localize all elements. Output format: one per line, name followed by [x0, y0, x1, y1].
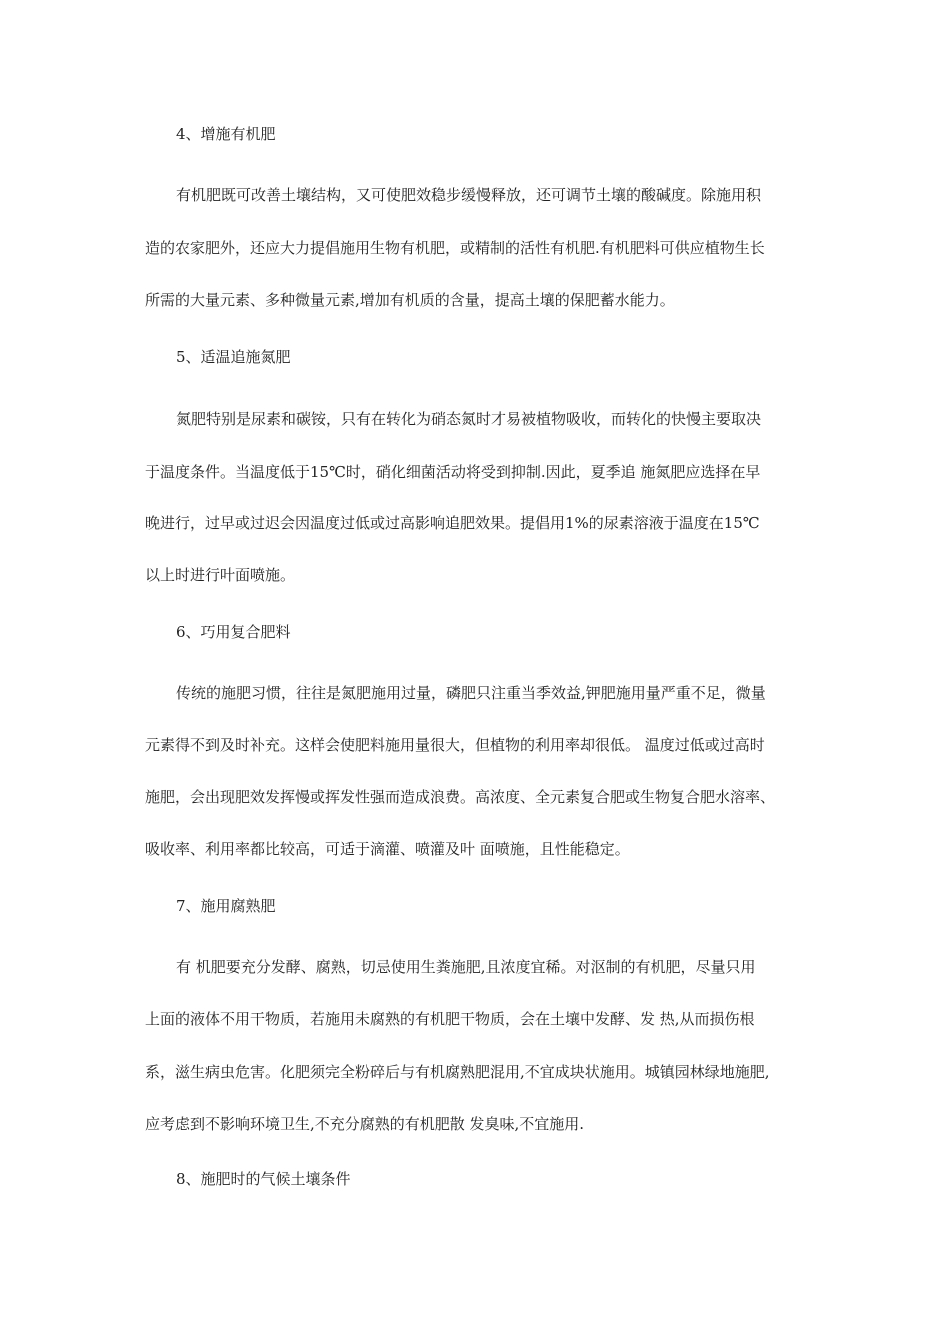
paragraph-line: 系，滋生病虫危害。化肥须完全粉碎后与有机腐熟肥混用,不宜成块状施用。城镇园林绿地施肥,: [145, 1063, 770, 1081]
paragraph-line: 所需的大量元素、多种微量元素,增加有机质的含量，提高土壤的保肥蓄水能力。: [145, 291, 675, 309]
paragraph-line: 吸收率、利用率都比较高，可适于滴灌、喷灌及叶 面喷施，且性能稳定。: [145, 840, 630, 858]
section-heading: 8、施肥时的气候土壤条件: [176, 1170, 351, 1188]
paragraph-line: 造的农家肥外，还应大力提倡施用生物有机肥，或精制的活性有机肥.有机肥料可供应植物生长: [145, 239, 765, 257]
paragraph-line: 元素得不到及时补充。这样会使肥料施用量很大，但植物的利用率却很低。 温度过低或过高时: [145, 736, 765, 754]
paragraph-line: 应考虑到不影响环境卫生,不充分腐熟的有机肥散 发臭味,不宜施用.: [145, 1115, 585, 1133]
section-heading: 6、巧用复合肥料: [176, 623, 291, 641]
paragraph-line: 施肥，会出现肥效发挥慢或挥发性强而造成浪费。高浓度、全元素复合肥或生物复合肥水溶率、: [145, 788, 776, 806]
paragraph-line: 以上时进行叶面喷施。: [145, 566, 296, 584]
paragraph-line: 晚进行，过早或过迟会因温度过低或过高影响追肥效果。提倡用1%的尿素溶液于温度在15℃: [145, 514, 760, 532]
paragraph-line: 于温度条件。当温度低于15℃时，硝化细菌活动将受到抑制.因此，夏季追 施氮肥应选择在早: [145, 463, 761, 481]
section-heading: 4、增施有机肥: [176, 125, 276, 143]
paragraph-line: 有机肥既可改善土壤结构，又可使肥效稳步缓慢释放，还可调节土壤的酸碱度。除施用积: [176, 186, 762, 204]
section-heading: 5、适温追施氮肥: [176, 348, 291, 366]
paragraph-line: 上面的液体不用干物质，若施用未腐熟的有机肥干物质，会在土壤中发酵、发 热,从而损伤根: [145, 1010, 755, 1028]
paragraph-line: 氮肥特别是尿素和碳铵，只有在转化为硝态氮时才易被植物吸收，而转化的快慢主要取决: [176, 410, 762, 428]
paragraph-line: 有 机肥要充分发酵、腐熟，切忌使用生粪施肥,且浓度宜稀。对沤制的有机肥，尽量只用: [176, 958, 756, 976]
paragraph-line: 传统的施肥习惯，往往是氮肥施用过量，磷肥只注重当季效益,钾肥施用量严重不足，微量: [176, 684, 766, 702]
section-heading: 7、施用腐熟肥: [176, 897, 276, 915]
